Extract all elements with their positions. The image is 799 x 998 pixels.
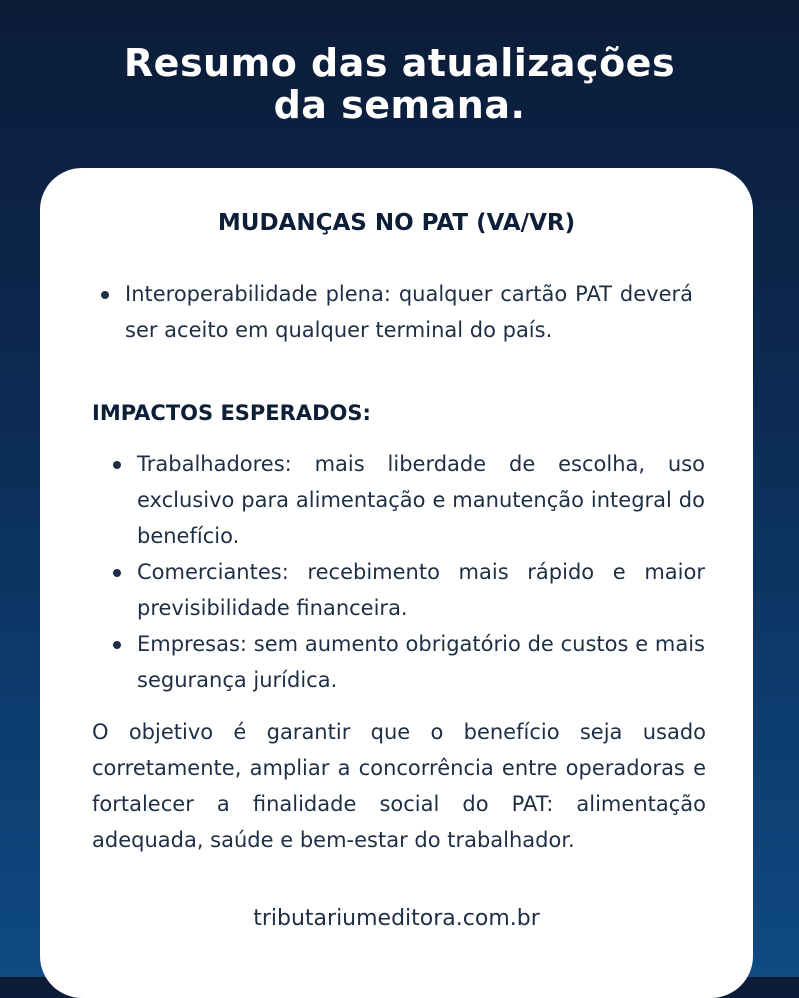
list-item: Trabalhadores: mais liberdade de escolha, uso exclusivo para alimentação e manutenção integral do benefício. <box>105 446 705 554</box>
list-item: Comerciantes: recebimento mais rápido e maior previsibilidade financeira. <box>105 554 705 626</box>
website-link[interactable]: tributariumeditora.com.br <box>253 906 540 931</box>
impacts-heading: IMPACTOS ESPERADOS: <box>92 401 371 425</box>
page-title-line-1: Resumo das atualizações <box>123 41 676 85</box>
list-item: Empresas: sem aumento obrigatório de custos e mais segurança jurídica. <box>105 626 705 698</box>
page-title <box>0 42 799 126</box>
list-item: Interoperabilidade plena: qualquer cartão PAT deverá ser aceito em qualquer terminal do país. <box>93 276 693 348</box>
page-title-line-2: da semana. <box>273 83 526 127</box>
conclusion-paragraph: O objetivo é garantir que o benefício seja usado corretamente, ampliar a concorrência entre operadoras e fortalecer a finalidade social do PAT: alimentação adequada, saúde e bem-estar do trabalhador. <box>92 720 706 852</box>
impacts-list <box>105 446 705 698</box>
changes-list <box>93 276 693 348</box>
card-title: MUDANÇAS NO PAT (VA/VR) <box>217 210 576 236</box>
content-card <box>40 168 753 998</box>
